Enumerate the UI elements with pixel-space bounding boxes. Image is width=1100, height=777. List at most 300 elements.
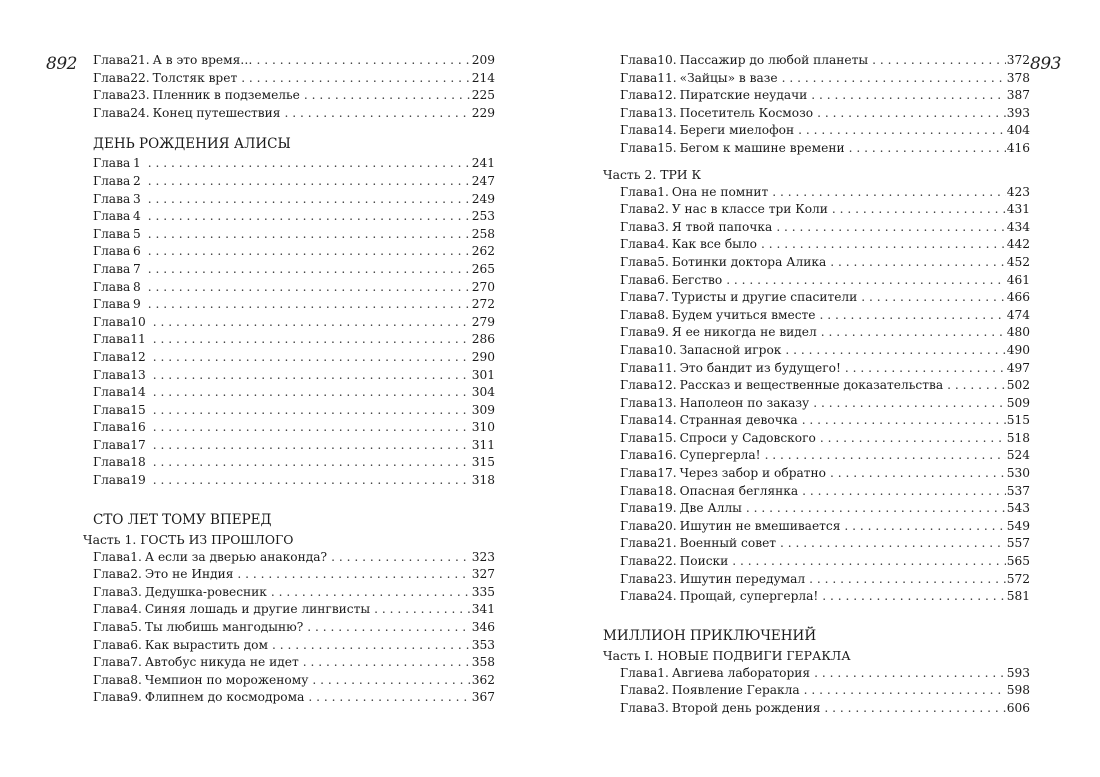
dot-leader [271,584,471,602]
toc-entry [603,360,1030,378]
chapter-title: Странная девочка [679,413,798,428]
chapter-number: 19. [657,501,677,516]
page-ref: 372 [1006,53,1030,67]
chapter-number: 16 [130,420,146,435]
page-ref: 387 [1006,88,1030,103]
chapter-title: Пассажир до любой планеты [679,53,869,67]
dot-leader [822,588,1005,606]
page-ref: 241 [471,156,495,171]
chapter-label: Глава [93,314,131,329]
chapter-label: Глава [620,307,658,322]
page-ref: 310 [471,420,495,435]
page-number: 892 [46,54,77,74]
chapter-label: Глава [620,430,658,445]
chapter-label: Глава [93,367,131,382]
toc-entry [603,465,1030,483]
toc-entry [603,682,1030,700]
chapter-label: Глава [620,88,658,103]
dot-leader [284,105,470,123]
chapter-label: Глава [620,448,658,463]
page-ref: 509 [1006,395,1030,410]
toc-entry [93,52,495,70]
chapter-number: 5 [132,226,141,241]
table-of-contents-right [603,52,1030,718]
page-ref: 279 [471,314,495,329]
dot-leader [307,619,470,637]
chapter-number: 4. [130,602,142,617]
chapter-label: Глава [620,254,658,269]
chapter-number: 3. [130,584,142,599]
page-ref: 341 [471,602,495,617]
chapter-label: Глава [93,402,131,417]
dot-leader [331,549,471,567]
chapter-title: Бегство [671,272,723,287]
chapter-label: Глава [93,279,131,294]
chapter-title: Авгиева лаборатория [671,665,811,680]
dot-leader [813,395,1006,413]
chapter-number: 22. [657,554,677,569]
chapter-label: Глава [620,290,658,305]
chapter-label: Глава [93,244,131,259]
chapter-number: 6. [130,637,142,652]
chapter-label: Глава [93,226,131,241]
page-ref: 480 [1006,325,1030,340]
chapter-title: Дедушка-ровесник [144,584,267,599]
chapter-label: Глава [93,297,131,312]
part-title: Часть 1. ГОСТЬ ИЗ ПРОШЛОГО [83,531,294,547]
toc-entry [93,566,495,584]
toc-entry [603,430,1030,448]
toc-entry [603,307,1030,325]
chapter-number: 7. [657,290,669,305]
page-ref: 549 [1006,518,1030,533]
dot-leader [830,254,1006,272]
chapter-number: 9. [657,325,669,340]
chapter-label: Глава [620,536,658,551]
chapter-title: Две Аллы [679,501,742,516]
page-ref: 247 [471,173,495,188]
toc-entry [93,584,495,602]
chapter-label: Глава [620,483,658,498]
chapter-number: 11. [657,360,677,375]
toc-entry [603,219,1030,237]
chapter-number: 7 [132,261,141,276]
chapter-title: Спроси у Садовского [679,430,816,445]
toc-entry [603,342,1030,360]
dot-leader [814,665,1006,683]
chapter-number: 11. [657,70,677,85]
dot-leader [782,70,1006,88]
toc-entry [603,289,1030,307]
page-ref: 327 [471,567,495,582]
dot-leader [804,682,1006,700]
chapter-number: 6 [132,244,141,259]
chapter-number: 10 [130,314,146,329]
dot-leader [148,296,471,314]
page-ref: 452 [1006,254,1030,269]
toc-entry [603,184,1030,202]
chapter-number: 18 [130,455,146,470]
chapter-number: 12. [657,88,677,103]
part-title: Часть 2. ТРИ К [603,166,702,182]
page-ref: 431 [1006,202,1030,217]
toc-entry [603,571,1030,589]
chapter-label: Глава [93,261,131,276]
page-ref: 378 [1006,70,1030,85]
toc-entry [603,324,1030,342]
chapter-label: Глава [93,437,131,452]
toc-entry [93,672,495,690]
page-ref: 434 [1006,219,1030,234]
chapter-label: Глава [93,620,131,635]
dot-leader [303,654,471,672]
chapter-number: 1. [130,549,142,564]
toc-entry [93,243,495,261]
chapter-number: 14. [657,123,677,138]
toc-entry [603,665,1030,683]
dot-leader [817,105,1006,123]
dot-leader [153,437,471,455]
chapter-label: Глава [93,209,131,224]
toc-entry [603,70,1030,88]
chapter-title: Конец путешествия [152,105,281,120]
chapter-number: 12. [657,378,677,393]
page-ref: 497 [1006,360,1030,375]
chapter-label: Глава [93,584,131,599]
toc-entry [93,454,495,472]
chapter-title: Туристы и другие спасители [671,290,858,305]
toc-entry [603,447,1030,465]
chapter-label: Глава [93,349,131,364]
chapter-number: 7. [130,655,142,670]
page-ref: 557 [1006,536,1030,551]
page-ref: 461 [1006,272,1030,287]
chapter-number: 15. [657,430,677,445]
dot-leader [153,419,471,437]
book-title: ДЕНЬ РОЖДЕНИЯ АЛИСЫ [93,136,291,153]
toc-entry [603,500,1030,518]
page-ref: 423 [1006,184,1030,199]
chapter-title: Береги миелофон [679,123,795,138]
toc-entry [93,70,495,88]
chapter-number: 6. [657,272,669,287]
page-ref: 524 [1006,448,1030,463]
toc-entry [93,419,495,437]
toc-entry [93,226,495,244]
page-ref: 301 [471,367,495,382]
chapter-label: Глава [620,237,658,252]
dot-leader [148,243,471,261]
page-ref: 323 [471,549,495,564]
chapter-number: 23. [130,88,150,103]
chapter-number: 4. [657,237,669,252]
chapter-number: 20. [657,518,677,533]
chapter-title: Прощай, супергерла! [679,589,819,604]
page-ref: 253 [471,209,495,224]
chapter-title: Через забор и обратно [679,466,826,481]
page-ref: 581 [1006,589,1030,604]
chapter-number: 2. [657,683,669,698]
chapter-title: Чемпион по мороженому [144,672,309,687]
dot-leader [872,52,1006,70]
dot-leader [272,637,471,655]
dot-leader [802,483,1006,501]
chapter-label: Глава [620,325,658,340]
chapter-label: Глава [620,360,658,375]
chapter-number: 1 [132,156,141,171]
chapter-number: 2. [130,567,142,582]
part-title: Часть I. НОВЫЕ ПОДВИГИ ГЕРАКЛА [603,647,851,663]
chapter-title: А в это время… [152,53,253,67]
chapter-label: Глава [620,140,658,155]
page-ref: 515 [1006,413,1030,428]
chapter-number: 3. [657,701,669,715]
toc-entry [603,236,1030,254]
page-ref: 565 [1006,554,1030,569]
dot-leader [256,52,470,70]
page-ref: 290 [471,349,495,364]
chapter-label: Глава [93,549,131,564]
dot-leader [153,331,471,349]
dot-leader [308,689,470,707]
chapter-title: «Зайцы» в вазе [679,70,778,85]
chapter-title: Второй день рождения [671,701,821,715]
dot-leader [811,87,1005,105]
chapter-label: Глава [620,378,658,393]
toc-entry [603,377,1030,395]
dot-leader [153,384,471,402]
page-ref: 474 [1006,307,1030,322]
chapter-title: Супергерла! [679,448,761,463]
chapter-label: Глава [620,202,658,217]
chapter-title: Толстяк врет [152,70,238,85]
chapter-label: Глава [620,219,658,234]
chapter-label: Глава [620,589,658,604]
page-ref: 598 [1006,683,1030,698]
chapter-number: 11 [130,332,146,347]
chapter-title: А если за дверью анаконда? [144,549,328,564]
chapter-number: 14 [130,385,146,400]
chapter-number: 12 [130,349,146,364]
toc-entry [93,349,495,367]
chapter-title: Ишутин передумал [679,571,806,586]
table-of-contents-left [83,52,495,707]
chapter-number: 1. [657,184,669,199]
dot-leader [861,289,1005,307]
chapter-title: Я ее никогда не видел [671,325,817,340]
book-title: СТО ЛЕТ ТОМУ ВПЕРЕД [93,511,272,528]
dot-leader [153,349,471,367]
page-number: 893 [1030,54,1061,74]
dot-leader [148,173,471,191]
book-title: МИЛЛИОН ПРИКЛЮЧЕНИЙ [603,627,817,644]
chapter-number: 24. [657,589,677,604]
chapter-label: Глава [93,473,131,488]
chapter-label: Глава [620,466,658,481]
chapter-title: Флипнем до космодрома [144,690,305,705]
dot-leader [832,201,1006,219]
chapter-label: Глава [620,518,658,533]
chapter-title: Опасная беглянка [679,483,799,498]
chapter-title: Военный совет [679,536,777,551]
toc-entry [603,412,1030,430]
dot-leader [849,140,1006,158]
toc-entry [93,402,495,420]
chapter-title: Посетитель Космозо [679,105,814,120]
chapter-title: Будем учиться вместе [671,307,816,322]
page-ref: 304 [471,385,495,400]
chapter-title: Автобус никуда не идет [144,655,299,670]
page-ref: 593 [1006,665,1030,680]
dot-leader [153,314,471,332]
page-ref: 404 [1006,123,1030,138]
chapter-title: Запасной игрок [679,342,782,357]
page-ref: 518 [1006,430,1030,445]
chapter-title: Поиски [679,554,729,569]
chapter-label: Глава [93,105,131,120]
chapter-number: 10. [657,342,677,357]
chapter-number: 10. [657,53,677,67]
chapter-number: 22. [130,70,150,85]
page-ref: 502 [1006,378,1030,393]
toc-entry [603,87,1030,105]
toc-entry [93,367,495,385]
chapter-number: 5. [130,620,142,635]
dot-leader [809,571,1006,589]
dot-leader [304,87,471,105]
page-ref: 530 [1006,466,1030,481]
toc-entry [93,105,495,123]
chapter-title: Синяя лошадь и другие лингвисты [144,602,371,617]
chapter-list [603,184,1030,606]
page-ref: 572 [1006,571,1030,586]
chapter-label: Глава [620,342,658,357]
dot-leader [821,324,1006,342]
chapter-number: 1. [657,665,669,680]
toc-entry [93,191,495,209]
chapter-label: Глава [620,701,658,715]
chapter-number: 13. [657,105,677,120]
toc-entry [603,395,1030,413]
chapter-number: 2 [132,173,141,188]
chapter-number: 9 [132,297,141,312]
page-ref: 249 [471,191,495,206]
chapter-number: 19 [130,473,146,488]
dot-leader [824,700,1005,718]
page-ref: 318 [471,473,495,488]
chapter-label: Глава [93,602,131,617]
dot-leader [785,342,1005,360]
chapter-title: Как вырастить дом [144,637,268,652]
chapter-number: 8. [657,307,669,322]
page-ref: 353 [471,637,495,652]
toc-entry [603,553,1030,571]
chapter-label: Глава [620,501,658,516]
toc-entry [603,518,1030,536]
chapter-number: 18. [657,483,677,498]
toc-entry [93,296,495,314]
chapter-label: Глава [93,53,131,67]
toc-entry [93,208,495,226]
toc-entry [93,472,495,490]
chapter-number: 3 [132,191,141,206]
dot-leader [312,672,470,690]
toc-entry [93,619,495,637]
chapter-label: Глава [93,385,131,400]
dot-leader [798,122,1006,140]
chapter-label: Глава [93,690,131,705]
chapter-title: Это не Индия [144,567,234,582]
chapter-title: Ботинки доктора Алика [671,254,827,269]
chapter-number: 17. [657,466,677,481]
chapter-number: 15. [657,140,677,155]
toc-entry [603,140,1030,158]
chapter-number: 3. [657,219,669,234]
toc-entry [603,483,1030,501]
chapter-title: Она не помнит [671,184,769,199]
page-ref: 209 [471,53,495,67]
dot-leader [820,430,1006,448]
chapter-number: 2. [657,202,669,217]
toc-entry [93,637,495,655]
dot-leader [153,454,471,472]
chapter-number: 13. [657,395,677,410]
chapter-label: Глава [620,184,658,199]
chapter-number: 21. [657,536,677,551]
toc-entry [93,549,495,567]
dot-leader [802,412,1006,430]
chapter-title: Бегом к машине времени [679,140,845,155]
chapter-title: У нас в классе три Коли [671,202,828,217]
toc-entry [93,173,495,191]
page-ref: 537 [1006,483,1030,498]
page-ref: 262 [471,244,495,259]
chapter-label: Глава [93,655,131,670]
toc-entry [603,272,1030,290]
page-ref: 606 [1006,701,1030,715]
dot-leader [153,367,471,385]
dot-leader [241,70,471,88]
toc-entry [603,588,1030,606]
chapter-number: 8 [132,279,141,294]
chapter-number: 9. [130,690,142,705]
page-ref: 442 [1006,237,1030,252]
page-ref: 466 [1006,290,1030,305]
page-ref: 315 [471,455,495,470]
chapter-label: Глава [620,53,658,67]
page-ref: 358 [471,655,495,670]
toc-entry [93,384,495,402]
page-ref: 309 [471,402,495,417]
chapter-label: Глава [93,156,131,171]
toc-entry [93,261,495,279]
toc-entry [603,105,1030,123]
chapter-label: Глава [93,70,131,85]
page-ref: 225 [471,88,495,103]
toc-entry [93,689,495,707]
page-ref: 416 [1006,140,1030,155]
chapter-label: Глава [620,683,658,698]
chapter-number: 16. [657,448,677,463]
dot-leader [947,377,1006,395]
continued-chapters [603,52,1030,158]
toc-entry [93,654,495,672]
chapter-number: 21. [130,53,150,67]
dot-leader [765,447,1006,465]
chapter-label: Глава [620,272,658,287]
toc-entry [603,700,1030,718]
page-ref: 490 [1006,342,1030,357]
